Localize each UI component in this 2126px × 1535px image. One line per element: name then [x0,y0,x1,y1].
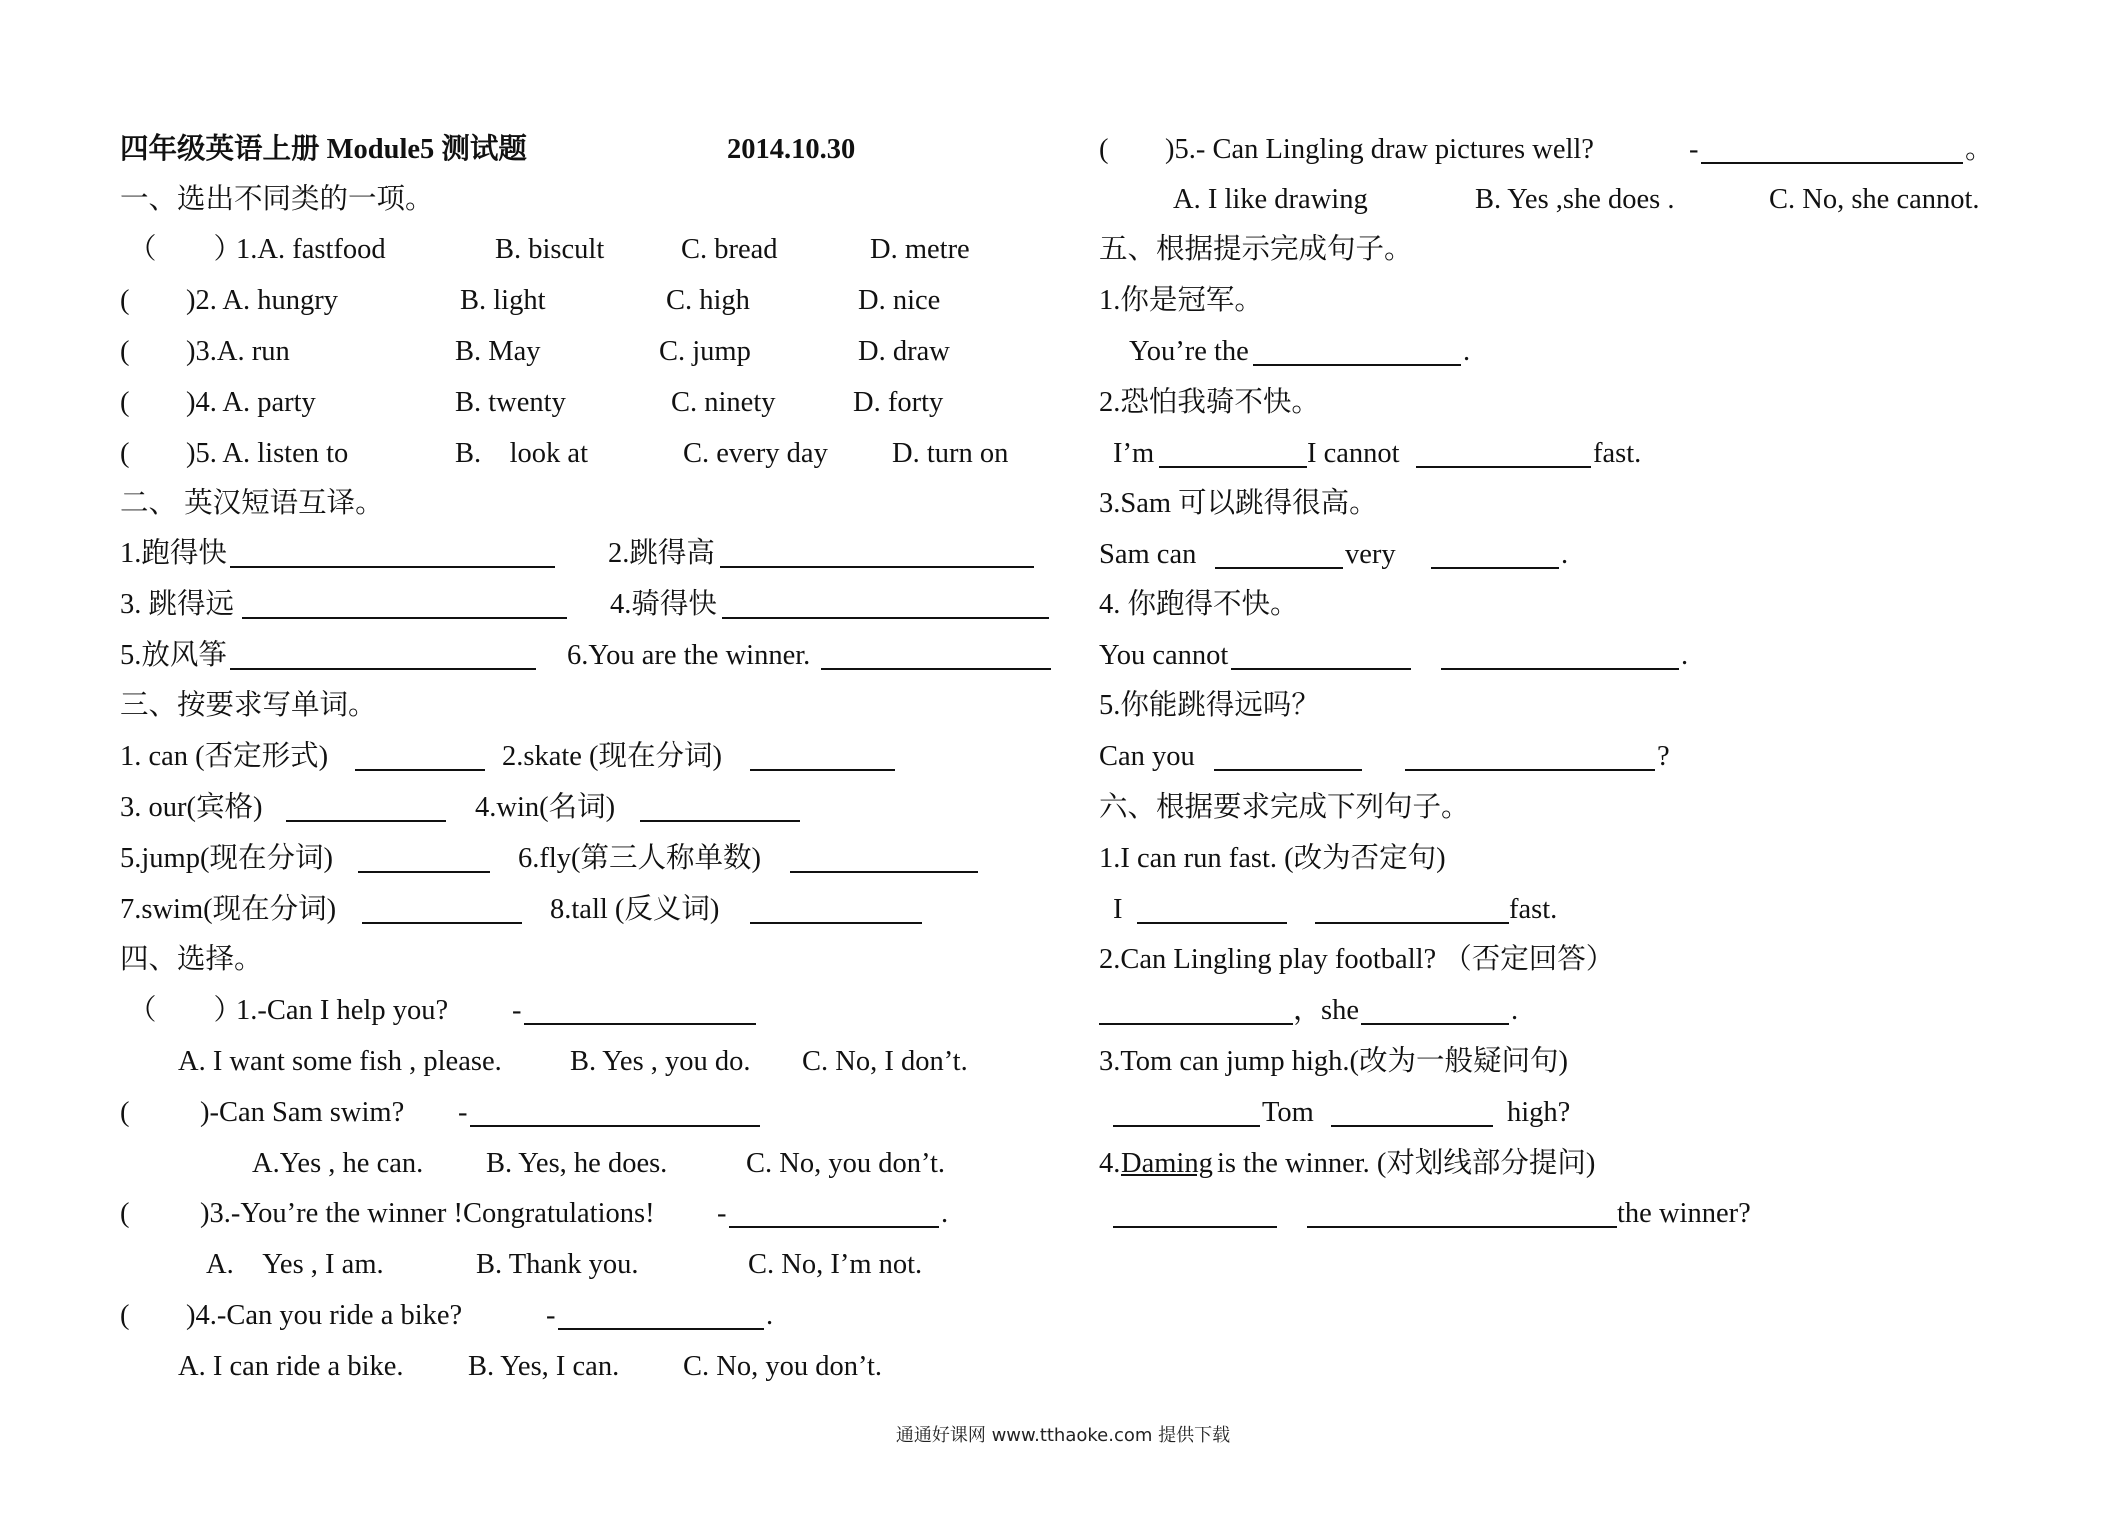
option-c: C. No, I’m not. [748,1249,923,1280]
worksheet-title: 四年级英语上册 Module5 测试题 [120,134,527,165]
answer-dash: - [546,1300,556,1331]
chinese-prompt: 1.你是冠军。 [1099,285,1263,316]
sentence-start: I [1113,894,1123,925]
question-prompt: 1.I can run fast. (改为否定句) [1099,843,1446,874]
phrase-prompt: 4.骑得快 [610,589,717,620]
option-b: B. May [455,336,541,367]
answer-blank[interactable] [1307,1226,1617,1228]
option-a: A. I want some fish , please. [178,1046,502,1077]
answer-blank[interactable] [1431,567,1559,569]
option-d: D. draw [858,336,950,367]
word-prompt: 7.swim(现在分词) [120,894,337,925]
chinese-prompt: 5.你能跳得远吗？ [1099,690,1320,721]
answer-blank[interactable] [1405,769,1655,771]
answer-dash: - [512,995,522,1026]
sentence-end: fast. [1593,438,1642,469]
option-a: )4. A. party [186,387,316,418]
option-a: )2. A. hungry [186,285,338,316]
question-prompt: is the winner. (对划线部分提问) [1217,1148,1596,1179]
option-a: A. I can ride a bike. [178,1351,404,1382]
comma: ， [1293,995,1322,1026]
phrase-prompt: 6.You are the winner. [567,640,811,671]
word-prompt: 6.fly(第三人称单数) [518,843,762,874]
sentence-start: You cannot [1099,640,1229,671]
option-b: B. biscult [495,234,605,265]
option-d: D. nice [858,285,941,316]
answer-paren[interactable]: ( [120,387,130,418]
sentence-middle: I cannot [1307,438,1400,469]
answer-blank[interactable] [230,566,555,568]
section-heading: 六、根据要求完成下列句子。 [1099,792,1470,823]
answer-blank[interactable] [1701,162,1963,164]
answer-blank[interactable] [1159,466,1307,468]
answer-blank[interactable] [470,1125,760,1127]
word-prompt: 8.tall (反义词) [550,894,720,925]
option-c: C. No, she cannot. [1769,184,1980,215]
question-prompt: 3.Tom can jump high.(改为一般疑问句) [1099,1046,1568,1077]
option-c: C. every day [683,438,828,469]
answer-blank[interactable] [1214,769,1362,771]
question-stem: )5.- Can Lingling draw pictures well? [1165,134,1594,165]
answer-paren[interactable]: ( [120,285,130,316]
sentence-middle: she [1321,995,1359,1026]
option-a: )5. A. listen to [186,438,349,469]
option-c: C. No, I don’t. [802,1046,968,1077]
option-c: C. No, you don’t. [746,1148,945,1179]
word-prompt: 1. can (否定形式) [120,741,329,772]
answer-blank[interactable] [640,820,800,822]
answer-blank[interactable] [750,769,895,771]
chinese-prompt: 2.恐怕我骑不快。 [1099,387,1320,418]
phrase-prompt: 3. 跳得远 [120,589,235,620]
option-d: D. forty [853,387,944,418]
option-a: A.Yes , he can. [252,1148,424,1179]
worksheet-date: 2014.10.30 [727,134,856,165]
answer-blank[interactable] [750,922,922,924]
answer-blank[interactable] [821,668,1051,670]
answer-blank[interactable] [358,871,490,873]
answer-blank[interactable] [1361,1023,1509,1025]
answer-blank[interactable] [722,617,1049,619]
option-d: D. metre [870,234,970,265]
answer-blank[interactable] [1215,567,1343,569]
option-c: C. high [666,285,750,316]
question-stem: )3.-You’re the winner !Congratulations! [200,1198,655,1229]
option-a: A. Yes , I am. [206,1249,384,1280]
sentence-start: You’re the [1129,336,1249,367]
answer-blank[interactable] [720,566,1034,568]
answer-paren[interactable]: ( [1099,134,1109,165]
sentence-end: . [1511,995,1519,1026]
answer-blank[interactable] [1113,1226,1277,1228]
sentence-end: ? [1657,741,1670,772]
answer-blank[interactable] [524,1023,756,1025]
answer-blank[interactable] [1441,668,1679,670]
section-heading: 三、按要求写单词。 [120,690,377,721]
answer-blank[interactable] [1113,1125,1260,1127]
word-prompt: 5.jump(现在分词) [120,843,333,874]
answer-blank[interactable] [558,1328,764,1330]
answer-blank[interactable] [1137,922,1287,924]
option-b: B. Yes, he does. [486,1148,668,1179]
answer-dash: - [458,1097,468,1128]
section-heading: 四、选择。 [120,944,263,975]
word-prompt: 3. our(宾格) [120,792,263,823]
sentence-end: . [941,1198,949,1229]
option-d: D. turn on [892,438,1009,469]
sentence-end: 。 [1965,134,1994,165]
option-c: C. jump [659,336,751,367]
sentence-end: fast. [1509,894,1558,925]
answer-paren[interactable]: ( [120,1097,130,1128]
sentence-end: . [1681,640,1689,671]
answer-paren[interactable]: ( [120,336,130,367]
section-heading: 五、根据提示完成句子。 [1099,234,1413,265]
option-a: A. I like drawing [1173,184,1368,215]
option-c: C. bread [681,234,778,265]
option-b: B. Thank you. [476,1249,639,1280]
sentence-end: . [1463,336,1471,367]
option-b: B. Yes , you do. [570,1046,751,1077]
answer-dash: - [717,1198,727,1229]
answer-dash: - [1689,134,1699,165]
phrase-prompt: 5.放风筝 [120,640,227,671]
option-b: B. look at [455,438,588,469]
sentence-start: Can you [1099,741,1195,772]
sentence-middle: very [1345,539,1396,570]
answer-paren[interactable]: （ ） [128,995,243,1026]
sentence-end: the winner? [1617,1198,1751,1229]
word-prompt: 2.skate (现在分词) [502,741,723,772]
answer-blank[interactable] [1099,1023,1293,1025]
option-b: B. twenty [455,387,566,418]
option-c: C. ninety [671,387,776,418]
section-heading: 二、 英汉短语互译。 [120,488,384,519]
answer-blank[interactable] [1253,364,1461,366]
underlined-word: Daming [1121,1148,1213,1179]
answer-paren[interactable]: ( [120,438,130,469]
answer-blank[interactable] [362,922,522,924]
answer-blank[interactable] [1231,668,1411,670]
answer-blank[interactable] [355,769,485,771]
option-a: )3.A. run [186,336,290,367]
chinese-prompt: 3.Sam 可以跳得很高。 [1099,488,1378,519]
question-stem: 1.-Can I help you? [236,995,449,1026]
option-b: B. light [460,285,546,316]
sentence-end: . [766,1300,774,1331]
answer-paren[interactable]: （ ） [128,234,243,265]
answer-blank[interactable] [230,668,536,670]
option-a: 1.A. fastfood [236,234,386,265]
sentence-middle: Tom [1262,1097,1314,1128]
question-number: 4. [1099,1148,1121,1179]
footer-credit: 通通好课网 www.tthaoke.com 提供下载 [895,1425,1231,1446]
sentence-end: high? [1507,1097,1571,1128]
question-stem: )-Can Sam swim? [200,1097,405,1128]
section-heading: 一、选出不同类的一项。 [120,184,434,215]
sentence-end: . [1561,539,1569,570]
question-prompt: 2.Can Lingling play football? （否定回答） [1099,944,1615,975]
word-prompt: 4.win(名词) [475,792,616,823]
question-stem: )4.-Can you ride a bike? [186,1300,463,1331]
answer-blank[interactable] [1331,1125,1493,1127]
answer-blank[interactable] [729,1226,939,1228]
sentence-start: Sam can [1099,539,1197,570]
phrase-prompt: 2.跳得高 [608,538,715,569]
option-b: B. Yes ,she does . [1475,184,1675,215]
answer-blank[interactable] [242,617,567,619]
sentence-start: I’m [1113,438,1155,469]
chinese-prompt: 4. 你跑得不快。 [1099,589,1299,620]
answer-blank[interactable] [1315,922,1509,924]
answer-paren[interactable]: ( [120,1300,130,1331]
phrase-prompt: 1.跑得快 [120,538,227,569]
answer-blank[interactable] [1416,466,1591,468]
answer-blank[interactable] [790,871,978,873]
option-c: C. No, you don’t. [683,1351,882,1382]
option-b: B. Yes, I can. [468,1351,620,1382]
answer-paren[interactable]: ( [120,1198,130,1229]
answer-blank[interactable] [286,820,446,822]
